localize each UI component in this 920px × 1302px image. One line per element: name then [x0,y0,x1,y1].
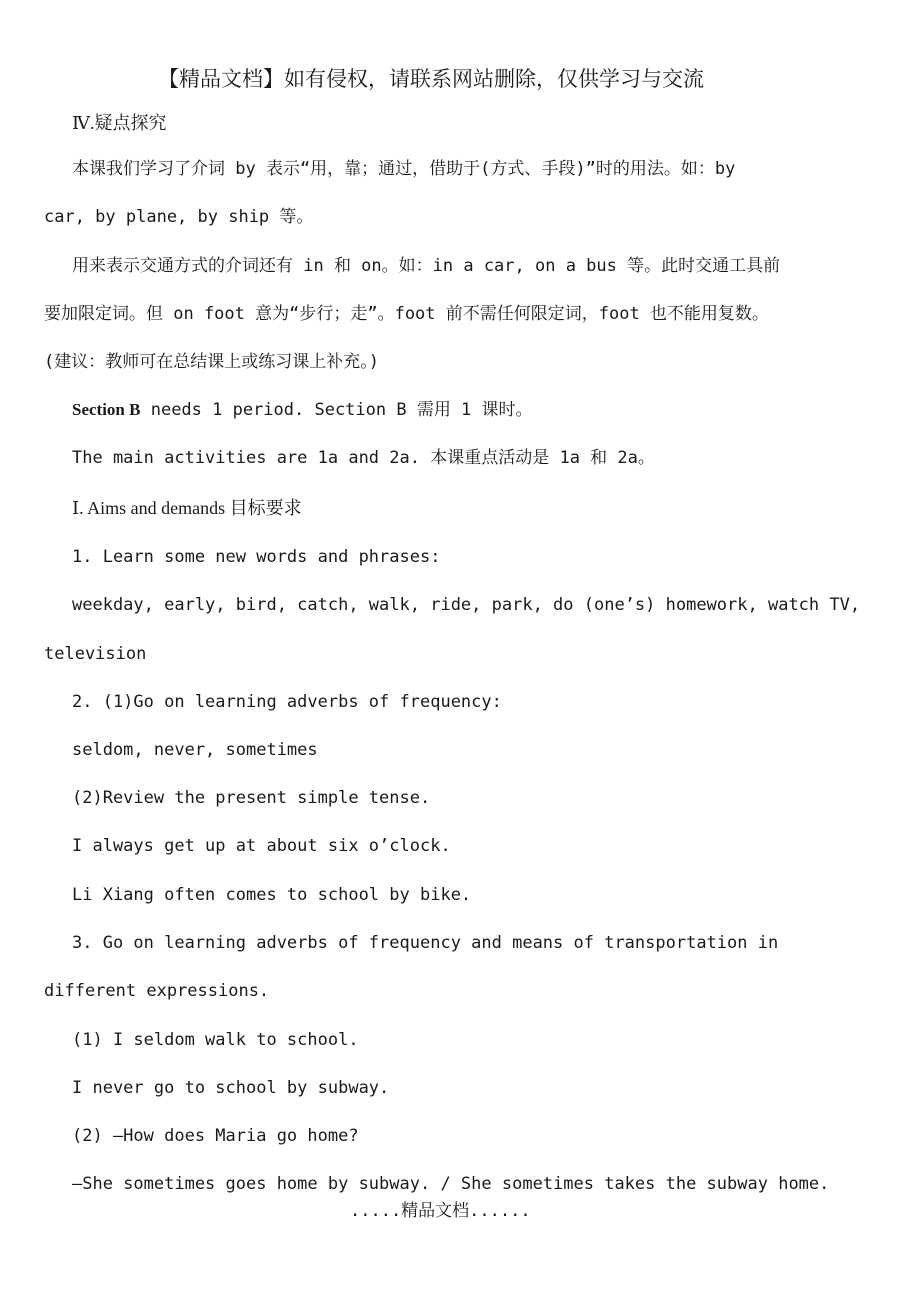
main-activities-line: The main activities are 1a and 2a. 本课重点活动是 1a 和 2a。 [72,448,655,468]
sub-item-1b: I never go to school by subway. [72,1078,390,1098]
item-3-line-2: different expressions. [44,981,270,1001]
sub-item-2: (2) —How does Maria go home? [72,1126,359,1146]
words-line-2: television [44,644,147,664]
section-b-label: Section B [72,400,141,419]
footer-banner: .....精品文档...... [350,1201,531,1221]
adverbs-list: seldom, never, sometimes [72,740,318,760]
item-2-2: (2)Review the present simple tense. [72,788,431,808]
header-banner: 【精品文档】如有侵权，请联系网站删除，仅供学习与交流 [158,67,704,91]
item-3-line-1: 3. Go on learning adverbs of frequency and means of transportation in [72,933,779,953]
paragraph-1-line-2: car, by plane, by ship 等。 [44,207,314,227]
section-b-text: needs 1 period. Section B 需用 1 课时。 [140,400,533,420]
example-1: I always get up at about six o’clock. [72,836,451,856]
item-2: 2. (1)Go on learning adverbs of frequency: [72,692,502,712]
paragraph-1-line-1: 本课我们学习了介词 by 表示“用，靠；通过，借助于(方式、手段)”时的用法。如：by [72,159,736,179]
section-iv-title: Ⅳ.疑点探究 [72,113,167,133]
paragraph-2-line-1: 用来表示交通方式的介词还有 in 和 on。如：in a car, on a bus 等。此时交通工具前 [72,256,781,276]
sub-item-1: (1) I seldom walk to school. [72,1030,359,1050]
example-2: Li Xiang often comes to school by bike. [72,885,472,905]
aims-title: Ⅰ. Aims and demands 目标要求 [72,498,302,518]
sub-item-2b: —She sometimes goes home by subway. / She sometimes takes the subway home. [72,1174,830,1194]
paragraph-2-line-2: 要加限定词。但 on foot 意为“步行；走”。foot 前不需任何限定词，foot 也不能用复数。 [44,304,769,324]
section-b-line [72,399,533,421]
item-1: 1. Learn some new words and phrases: [72,547,441,567]
paragraph-2-line-3: (建议：教师可在总结课上或练习课上补充。) [44,352,379,372]
words-line-1: weekday, early, bird, catch, walk, ride, park, do (one’s) homework, watch TV, [72,595,861,615]
